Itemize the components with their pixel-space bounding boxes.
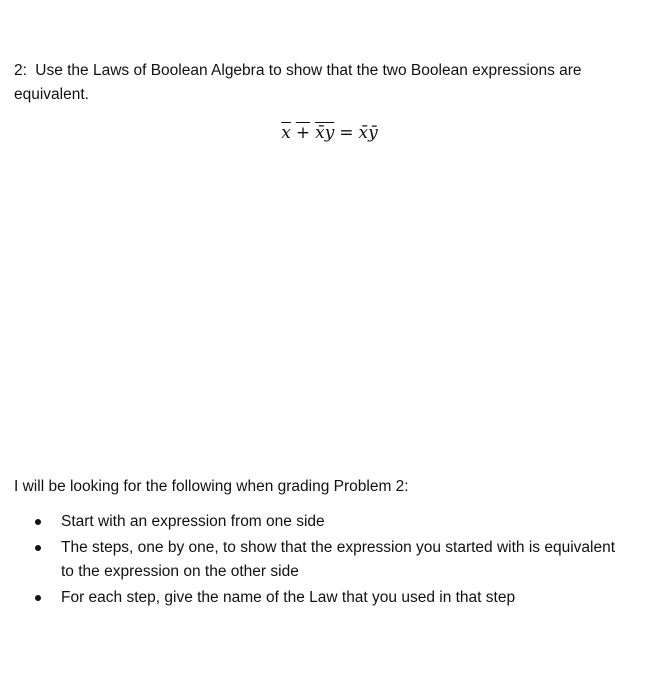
problem-text: Use the Laws of Boolean Algebra to show that the two Boolean expressions are equivalent. [14, 62, 582, 103]
lhs-y: y [324, 123, 335, 143]
lhs-x-complement: x̄ [315, 123, 325, 143]
criterion-text: For each step, give the name of the Law that you used in that step [61, 589, 516, 606]
list-item [30, 586, 630, 610]
bullet-icon [35, 595, 41, 601]
criterion-text: The steps, one by one, to show that the expression you started with is equivalent to the expression on the other side [61, 539, 616, 580]
plus-operator: + [295, 123, 311, 143]
grading-intro: I will be looking for the following when grading Problem 2: [14, 478, 409, 495]
rhs-y-complement: ȳ [368, 123, 378, 143]
problem-number: 2: [14, 62, 27, 79]
list-item [30, 536, 630, 584]
equation-lhs [281, 123, 334, 143]
list-item [30, 510, 630, 534]
boolean-equation [0, 120, 659, 146]
rhs-x-complement: x̄ [358, 123, 369, 143]
equation-rhs [359, 123, 378, 143]
criterion-text: Start with an expression from one side [61, 513, 325, 530]
equals-sign: = [339, 123, 354, 143]
bullet-icon [35, 519, 41, 525]
lhs-x: x [281, 123, 291, 143]
bullet-icon [35, 545, 41, 551]
grading-criteria-list [30, 510, 630, 612]
problem-statement [14, 59, 644, 107]
